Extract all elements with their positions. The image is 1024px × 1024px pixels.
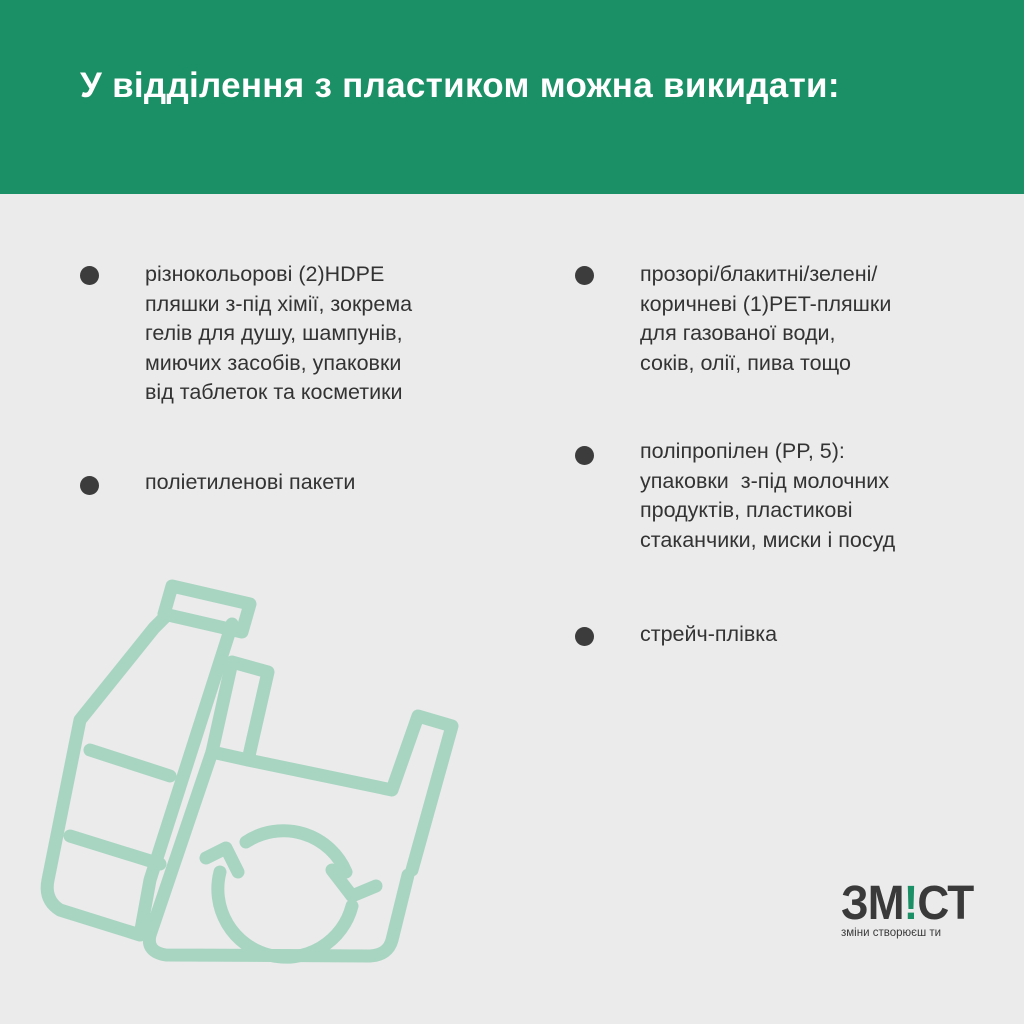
list-item-text: поліпропілен (PP, 5): упаковки з-під молочних продуктів, пластикові стаканчики, миски і посуд (640, 439, 896, 552)
list-item (640, 260, 891, 378)
plastic-bottle-bag-recycle-icon (30, 570, 470, 970)
bullet-dot (575, 446, 594, 465)
list-item-text: прозорі/блакитні/зелені/ коричневі (1)PET-пляшки для газованої води, соків, олії, пива тощо (640, 262, 892, 375)
bullet-dot (80, 476, 99, 495)
list-item-text: різнокольорові (2)HDPE пляшки з-під хімії, зокрема гелів для душу, шампунів, миючих засобів, упаковки від таблеток та косметики (145, 262, 413, 404)
list-item (145, 468, 355, 498)
list-item-text: стрейч-плівка (640, 622, 778, 646)
logo-tagline: зміни створюєш ти (841, 927, 942, 939)
list-item (640, 437, 895, 555)
bullet-dot (575, 266, 594, 285)
header-banner (0, 0, 1024, 194)
list-item-text: поліетиленові пакети (145, 470, 356, 494)
list-item (640, 620, 777, 650)
brand-logo (841, 877, 974, 939)
page-title: У відділення з пластиком можна викидати: (80, 66, 840, 105)
logo-wordmark: ЗМ!СТ (841, 877, 974, 930)
bullet-dot (575, 627, 594, 646)
list-item (145, 260, 412, 408)
bullet-dot (80, 266, 99, 285)
